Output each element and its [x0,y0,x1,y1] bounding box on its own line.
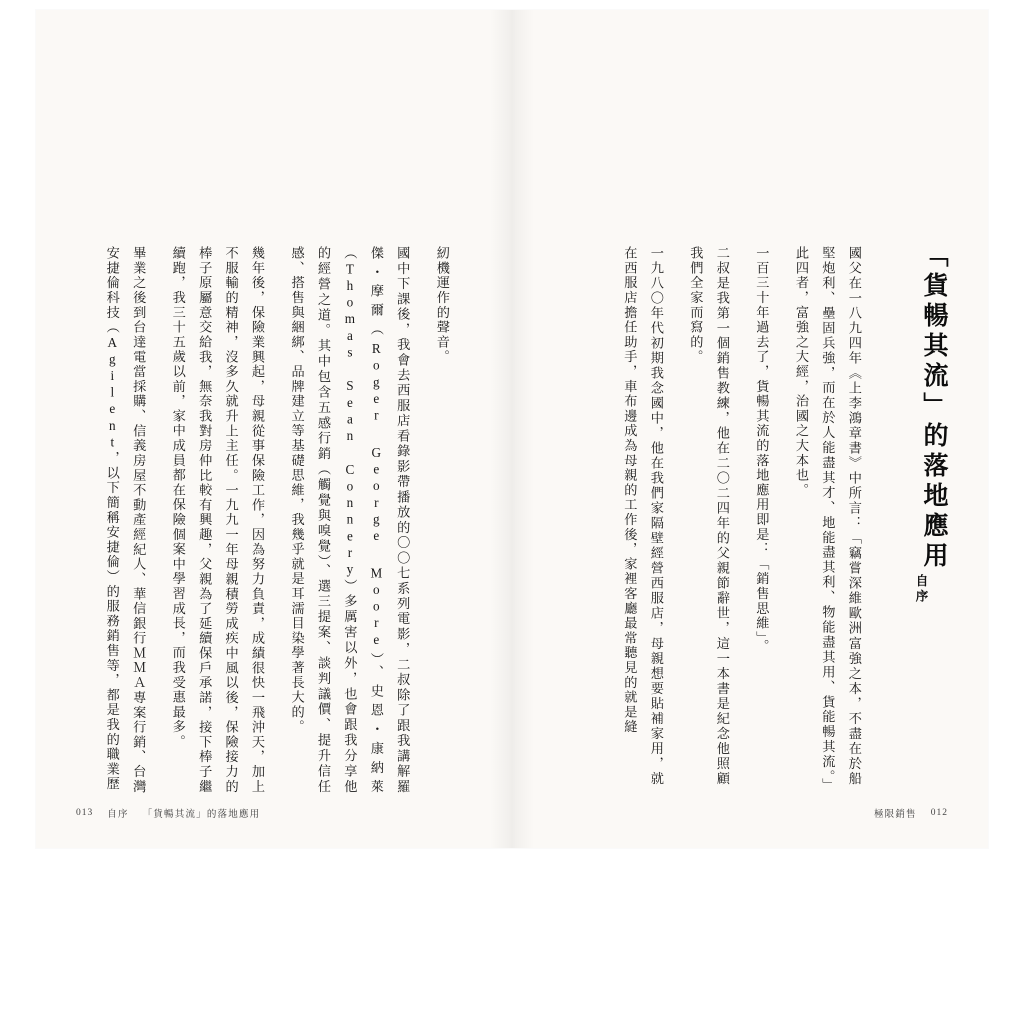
page-right-heading [912,242,950,605]
paragraph: 二叔是我第一個銷售教練，他在二〇二四年的父親節辭世，這一本書是紀念他照顧我們全家而寫的。 [688,246,730,786]
page-right-body [584,246,880,786]
footer-running-head: 「貨暢其流」的落地應用 [142,810,261,820]
paragraph: 畢業之後到台達電當採購、信義房屋不動產經紀人、華信銀行ＭＭＡ專案行銷、台灣安捷倫科技（Agilent，以下簡稱安捷倫）的服務銷售等，都是我的職業歷 [104,246,147,794]
page-left-body [104,246,468,794]
paragraph: 一九八〇年代初期我念國中，他在我們家隔壁經營西服店，母親想要貼補家用，就在西服店擔任助手，車布邊成為母親的工作後，家裡客廳最常聽見的就是縫 [622,246,664,786]
paragraph: 一百三十年過去了，貨暢其流的落地應用即是：「銷售思維」。 [754,246,770,654]
paragraph: 國中下課後，我會去西服店看錄影帶播放的〇〇七系列電影，二叔除了跟我講解羅傑・摩爾（Roger George Moore）、史恩・康納萊（Thomas Sean Connery）多厲害以外，也會跟我分享他的經營之道。其中包含五感行銷（觸覺與嗅覺）、選三提案、談判議價、提升信任感、搭售與綑綁、品牌建立等基礎思維，我幾乎就是耳濡目染學著長大的。 [289,246,411,794]
chapter-label: 自序 [914,574,928,605]
paragraph: 紉機運作的聲音。 [434,246,450,365]
chapter-title: 「貨暢其流」的落地應用 [920,242,947,572]
paragraph: 國父在一八九四年《上李鴻章書》中所言：「竊嘗深維歐洲富強之本，不盡在於船堅炮利、壘固兵強，而在於人能盡其才、地能盡其利、物能盡其用、貨能暢其流。」此四者，富強之大經，治國之大本也。 [794,246,862,786]
folio-number: 012 [930,808,948,818]
paragraph: 幾年後，保險業興起，母親從事保險工作，因為努力負責，成績很快一飛沖天，加上不服輸的精神，沒多久就升上主任。一九九一年母親積勞成疾中風以後，保險接力的棒子原屬意交給我，無奈我對房仲比較有興趣，父親為了延續保戶承諾，接下棒子繼續跑，我三十五歲以前，家中成員都在保險個案中學習成長，而我受惠最多。 [170,246,265,794]
folio-number: 013 [76,808,94,818]
page-right [512,10,988,848]
page-left [36,10,512,848]
footer-chapter-label: 自序 [107,810,129,820]
footer-running-head: 極限銷售 [873,810,917,820]
page-right-footer [874,806,948,820]
book-spread [36,10,988,848]
page-left-footer [76,806,260,820]
